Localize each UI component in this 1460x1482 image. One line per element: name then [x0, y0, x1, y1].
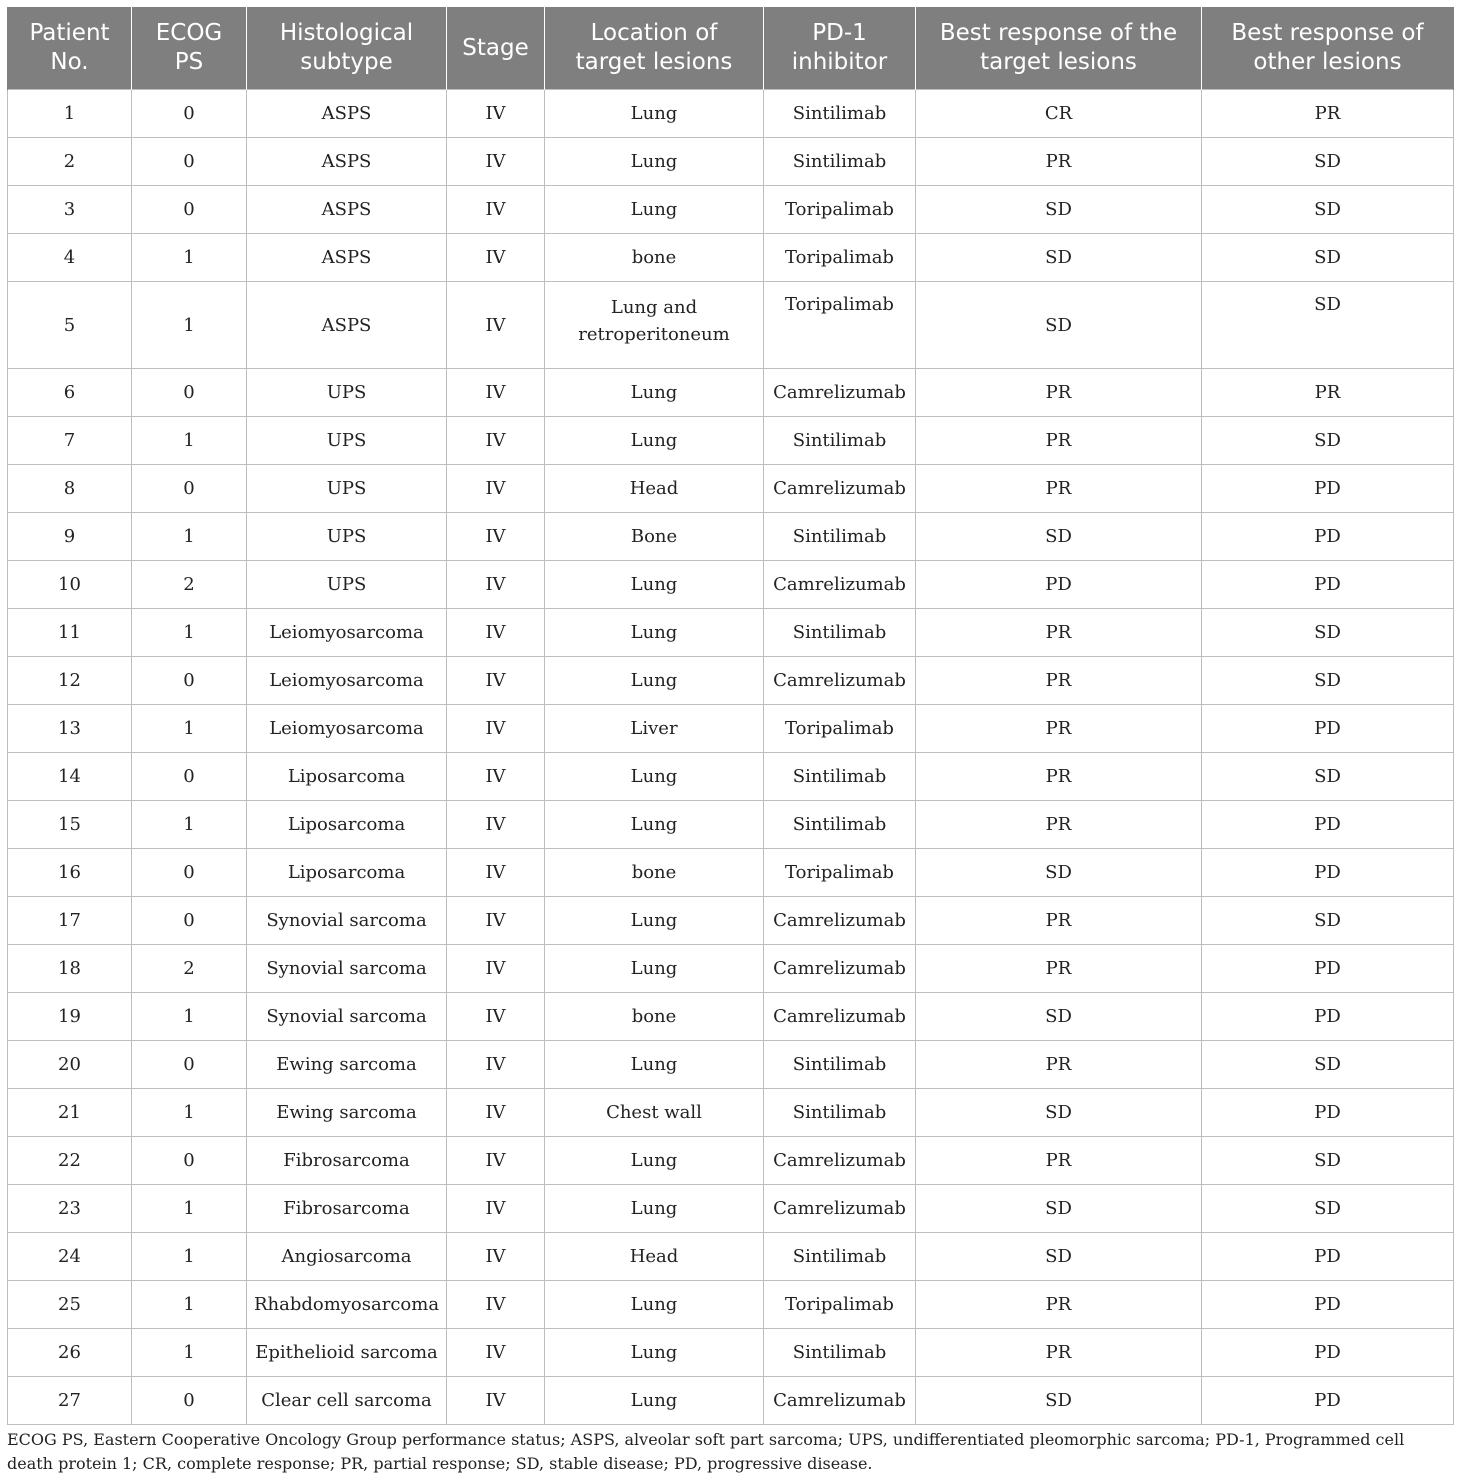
table-cell: PD: [1202, 561, 1454, 609]
table-cell: UPS: [247, 513, 447, 561]
table-cell: Sintilimab: [764, 753, 916, 801]
table-cell: SD: [916, 234, 1202, 282]
column-header-line: Best response of: [1231, 20, 1424, 46]
table-cell: SD: [916, 1089, 1202, 1137]
table-cell: PR: [916, 801, 1202, 849]
table-cell: SD: [916, 1233, 1202, 1281]
table-cell: SD: [1202, 417, 1454, 465]
table-cell: PR: [916, 138, 1202, 186]
table-cell: PD: [1202, 1329, 1454, 1377]
table-cell: SD: [1202, 1137, 1454, 1185]
table-cell: SD: [1202, 282, 1454, 369]
table-cell: Toripalimab: [764, 1281, 916, 1329]
table-footnote: ECOG PS, Eastern Cooperative Oncology Group performance status; ASPS, alveolar soft part sarcoma; UPS, undifferentiated pleomorphic sarcoma; PD-1, Programmed cell death protein 1; CR, complete response; PR, partial response; SD, stable disease; PD, progressive disease.: [7, 1430, 1405, 1473]
table-cell: Sintilimab: [764, 90, 916, 138]
table-cell: SD: [1202, 138, 1454, 186]
table-cell: 15: [8, 801, 132, 849]
table-cell: ASPS: [247, 282, 447, 369]
table-cell: Sintilimab: [764, 1329, 916, 1377]
table-cell: 0: [132, 186, 247, 234]
table-row: [8, 897, 1454, 945]
table-cell: ASPS: [247, 138, 447, 186]
table-cell: IV: [447, 657, 545, 705]
table-cell: 1: [132, 1185, 247, 1233]
table-cell: 1: [132, 282, 247, 369]
table-cell: IV: [447, 186, 545, 234]
table-cell: SD: [1202, 234, 1454, 282]
table-cell: Lung: [545, 609, 764, 657]
table-cell: Lung and retroperitoneum: [545, 282, 764, 369]
table-cell: 1: [132, 1089, 247, 1137]
table-row: [8, 1041, 1454, 1089]
table-cell: bone: [545, 234, 764, 282]
table-cell: 23: [8, 1185, 132, 1233]
column-header: [916, 7, 1202, 90]
table-cell: Camrelizumab: [764, 561, 916, 609]
table-cell: SD: [916, 513, 1202, 561]
table-cell: 1: [132, 1329, 247, 1377]
column-header: [764, 7, 916, 90]
table-cell: IV: [447, 753, 545, 801]
table-cell: Leiomyosarcoma: [247, 657, 447, 705]
table-cell: 0: [132, 1137, 247, 1185]
table-row: [8, 657, 1454, 705]
table-cell: Sintilimab: [764, 609, 916, 657]
table-cell: UPS: [247, 417, 447, 465]
table-cell: Camrelizumab: [764, 465, 916, 513]
table-cell: 1: [132, 1281, 247, 1329]
table-cell: Liver: [545, 705, 764, 753]
table-cell: IV: [447, 705, 545, 753]
table-cell: PD: [1202, 993, 1454, 1041]
table-cell: IV: [447, 609, 545, 657]
table-cell: SD: [916, 282, 1202, 369]
table-cell: 22: [8, 1137, 132, 1185]
column-header-line: No.: [50, 49, 89, 75]
table-row: [8, 186, 1454, 234]
patient-table-container: [7, 7, 1453, 1425]
column-header: [247, 7, 447, 90]
table-body: [8, 90, 1454, 1425]
table-cell: IV: [447, 897, 545, 945]
table-cell: Synovial sarcoma: [247, 945, 447, 993]
table-cell: IV: [447, 513, 545, 561]
table-cell: PD: [1202, 1377, 1454, 1425]
table-row: [8, 1281, 1454, 1329]
table-cell: IV: [447, 465, 545, 513]
table-cell: IV: [447, 1089, 545, 1137]
table-row: [8, 282, 1454, 369]
table-cell: Head: [545, 465, 764, 513]
column-header-line: Histological: [279, 20, 414, 46]
table-cell: SD: [916, 186, 1202, 234]
table-cell: 5: [8, 282, 132, 369]
table-cell: 0: [132, 897, 247, 945]
table-cell: Angiosarcoma: [247, 1233, 447, 1281]
table-cell: IV: [447, 369, 545, 417]
column-header-line: Stage: [462, 34, 529, 61]
table-cell: 20: [8, 1041, 132, 1089]
table-cell: CR: [916, 90, 1202, 138]
table-cell: PR: [916, 1137, 1202, 1185]
table-row: [8, 945, 1454, 993]
table-cell: Toripalimab: [764, 282, 916, 369]
table-cell: UPS: [247, 561, 447, 609]
table-cell: Toripalimab: [764, 705, 916, 753]
column-header: [132, 7, 247, 90]
table-cell: Camrelizumab: [764, 993, 916, 1041]
table-cell: Ewing sarcoma: [247, 1041, 447, 1089]
table-cell: 25: [8, 1281, 132, 1329]
table-cell: SD: [1202, 753, 1454, 801]
table-cell: 21: [8, 1089, 132, 1137]
table-cell: IV: [447, 90, 545, 138]
table-cell: 0: [132, 657, 247, 705]
table-cell: Head: [545, 1233, 764, 1281]
column-header-line: inhibitor: [791, 49, 888, 75]
table-cell: PD: [1202, 465, 1454, 513]
table-cell: 12: [8, 657, 132, 705]
table-cell: PD: [1202, 945, 1454, 993]
table-cell: 0: [132, 369, 247, 417]
table-cell: IV: [447, 1377, 545, 1425]
table-cell: Lung: [545, 1041, 764, 1089]
table-cell: SD: [1202, 609, 1454, 657]
table-row: [8, 1185, 1454, 1233]
table-cell: IV: [447, 1233, 545, 1281]
table-cell: 1: [132, 234, 247, 282]
table-cell: Lung: [545, 753, 764, 801]
table-cell: 0: [132, 90, 247, 138]
table-cell: 2: [8, 138, 132, 186]
table-cell: Lung: [545, 657, 764, 705]
table-cell: 26: [8, 1329, 132, 1377]
table-cell: Sintilimab: [764, 513, 916, 561]
table-cell: Lung: [545, 801, 764, 849]
table-cell: Lung: [545, 1281, 764, 1329]
table-cell: Sintilimab: [764, 417, 916, 465]
table-cell: Leiomyosarcoma: [247, 609, 447, 657]
column-header-line: PS: [174, 49, 204, 75]
table-cell: Fibrosarcoma: [247, 1137, 447, 1185]
table-row: [8, 465, 1454, 513]
table-cell: Clear cell sarcoma: [247, 1377, 447, 1425]
table-cell: 1: [132, 993, 247, 1041]
table-cell: PR: [1202, 369, 1454, 417]
table-cell: PD: [1202, 849, 1454, 897]
column-header-line: PD-1: [812, 20, 867, 46]
table-cell: UPS: [247, 369, 447, 417]
table-cell: Lung: [545, 1377, 764, 1425]
table-cell: Lung: [545, 138, 764, 186]
table-cell: Camrelizumab: [764, 897, 916, 945]
table-cell: 1: [132, 801, 247, 849]
table-cell: PR: [916, 753, 1202, 801]
table-cell: SD: [1202, 186, 1454, 234]
table-cell: Sintilimab: [764, 138, 916, 186]
table-cell: IV: [447, 138, 545, 186]
table-cell: 6: [8, 369, 132, 417]
table-cell: 0: [132, 1377, 247, 1425]
table-cell: Synovial sarcoma: [247, 993, 447, 1041]
column-header: [545, 7, 764, 90]
table-cell: bone: [545, 993, 764, 1041]
table-cell: IV: [447, 993, 545, 1041]
table-cell: PD: [1202, 513, 1454, 561]
table-row: [8, 705, 1454, 753]
column-header: [447, 7, 545, 90]
table-cell: Toripalimab: [764, 849, 916, 897]
table-cell: PR: [916, 1329, 1202, 1377]
table-cell: SD: [916, 849, 1202, 897]
table-cell: 1: [8, 90, 132, 138]
table-cell: ASPS: [247, 186, 447, 234]
table-row: [8, 753, 1454, 801]
table-cell: Bone: [545, 513, 764, 561]
column-header: [1202, 7, 1454, 90]
table-cell: Rhabdomyosarcoma: [247, 1281, 447, 1329]
table-cell: IV: [447, 801, 545, 849]
table-cell: Lung: [545, 90, 764, 138]
table-cell: Liposarcoma: [247, 801, 447, 849]
table-cell: Fibrosarcoma: [247, 1185, 447, 1233]
table-row: [8, 1089, 1454, 1137]
header-row: [8, 7, 1454, 90]
table-cell: Liposarcoma: [247, 753, 447, 801]
table-cell: 24: [8, 1233, 132, 1281]
table-cell: IV: [447, 849, 545, 897]
table-cell: Sintilimab: [764, 1089, 916, 1137]
table-cell: PD: [1202, 1089, 1454, 1137]
table-cell: Lung: [545, 897, 764, 945]
table-cell: SD: [1202, 897, 1454, 945]
table-cell: Toripalimab: [764, 234, 916, 282]
table-cell: IV: [447, 1281, 545, 1329]
table-cell: SD: [1202, 657, 1454, 705]
table-cell: SD: [916, 993, 1202, 1041]
table-cell: 18: [8, 945, 132, 993]
table-cell: PD: [916, 561, 1202, 609]
table-cell: SD: [1202, 1041, 1454, 1089]
table-cell: 3: [8, 186, 132, 234]
table-cell: PR: [916, 657, 1202, 705]
table-row: [8, 801, 1454, 849]
table-row: [8, 234, 1454, 282]
table-cell: Lung: [545, 369, 764, 417]
table-cell: Leiomyosarcoma: [247, 705, 447, 753]
table-cell: IV: [447, 234, 545, 282]
table-cell: PR: [916, 945, 1202, 993]
column-header-line: other lesions: [1253, 49, 1402, 75]
table-cell: IV: [447, 1329, 545, 1377]
table-cell: SD: [1202, 1185, 1454, 1233]
table-cell: IV: [447, 1185, 545, 1233]
table-cell: Chest wall: [545, 1089, 764, 1137]
table-header: [8, 7, 1454, 90]
table-cell: IV: [447, 282, 545, 369]
table-cell: Toripalimab: [764, 186, 916, 234]
table-cell: Liposarcoma: [247, 849, 447, 897]
table-cell: PR: [916, 705, 1202, 753]
table-cell: PR: [1202, 90, 1454, 138]
table-cell: PR: [916, 897, 1202, 945]
table-cell: 16: [8, 849, 132, 897]
table-cell: Synovial sarcoma: [247, 897, 447, 945]
table-row: [8, 513, 1454, 561]
table-cell: 17: [8, 897, 132, 945]
table-cell: UPS: [247, 465, 447, 513]
table-cell: IV: [447, 945, 545, 993]
table-cell: IV: [447, 417, 545, 465]
table-cell: Camrelizumab: [764, 1377, 916, 1425]
table-row: [8, 369, 1454, 417]
table-row: [8, 138, 1454, 186]
table-cell: 2: [132, 561, 247, 609]
column-header-line: Patient: [29, 20, 110, 46]
table-cell: PR: [916, 609, 1202, 657]
table-cell: 11: [8, 609, 132, 657]
table-cell: 10: [8, 561, 132, 609]
table-cell: Lung: [545, 1185, 764, 1233]
table-cell: 13: [8, 705, 132, 753]
table-cell: Epithelioid sarcoma: [247, 1329, 447, 1377]
column-header-line: target lesions: [980, 49, 1137, 75]
table-cell: 2: [132, 945, 247, 993]
table-cell: 9: [8, 513, 132, 561]
patient-characteristics-table: [7, 7, 1454, 1425]
table-cell: bone: [545, 849, 764, 897]
table-cell: SD: [916, 1377, 1202, 1425]
table-cell: 14: [8, 753, 132, 801]
table-cell: 1: [132, 417, 247, 465]
table-cell: Lung: [545, 1137, 764, 1185]
table-cell: 1: [132, 513, 247, 561]
column-header-line: Location of: [590, 20, 718, 46]
table-cell: 8: [8, 465, 132, 513]
table-cell: Lung: [545, 945, 764, 993]
table-cell: ASPS: [247, 90, 447, 138]
table-cell: Camrelizumab: [764, 369, 916, 417]
table-cell: 1: [132, 705, 247, 753]
table-cell: 0: [132, 753, 247, 801]
table-cell: Lung: [545, 186, 764, 234]
column-header: [8, 7, 132, 90]
table-cell: 19: [8, 993, 132, 1041]
table-cell: Camrelizumab: [764, 657, 916, 705]
table-cell: IV: [447, 1041, 545, 1089]
table-cell: 0: [132, 138, 247, 186]
table-cell: Lung: [545, 417, 764, 465]
table-cell: 7: [8, 417, 132, 465]
table-cell: IV: [447, 1137, 545, 1185]
table-cell: Sintilimab: [764, 801, 916, 849]
table-cell: 0: [132, 1041, 247, 1089]
table-cell: Camrelizumab: [764, 945, 916, 993]
table-row: [8, 1233, 1454, 1281]
table-row: [8, 609, 1454, 657]
table-cell: PD: [1202, 1233, 1454, 1281]
table-row: [8, 561, 1454, 609]
table-cell: IV: [447, 561, 545, 609]
table-cell: Camrelizumab: [764, 1137, 916, 1185]
table-row: [8, 849, 1454, 897]
column-header-line: Best response of the: [939, 20, 1178, 46]
table-cell: PD: [1202, 801, 1454, 849]
table-cell: Sintilimab: [764, 1233, 916, 1281]
table-cell: PR: [916, 1041, 1202, 1089]
table-cell: Ewing sarcoma: [247, 1089, 447, 1137]
table-row: [8, 993, 1454, 1041]
column-header-line: ECOG: [155, 20, 223, 46]
table-row: [8, 90, 1454, 138]
table-cell: 1: [132, 609, 247, 657]
table-cell: 1: [132, 1233, 247, 1281]
table-row: [8, 1137, 1454, 1185]
table-cell: Camrelizumab: [764, 1185, 916, 1233]
table-row: [8, 1329, 1454, 1377]
table-row: [8, 417, 1454, 465]
table-cell: 0: [132, 465, 247, 513]
table-cell: PR: [916, 465, 1202, 513]
table-cell: Lung: [545, 561, 764, 609]
table-cell: PR: [916, 369, 1202, 417]
table-cell: Sintilimab: [764, 1041, 916, 1089]
table-cell: PD: [1202, 705, 1454, 753]
table-cell: SD: [916, 1185, 1202, 1233]
table-cell: PR: [916, 1281, 1202, 1329]
column-header-line: target lesions: [575, 49, 733, 75]
table-cell: 4: [8, 234, 132, 282]
table-cell: PR: [916, 417, 1202, 465]
column-header-line: subtype: [300, 49, 393, 75]
table-cell: PD: [1202, 1281, 1454, 1329]
table-cell: 0: [132, 849, 247, 897]
table-cell: ASPS: [247, 234, 447, 282]
table-row: [8, 1377, 1454, 1425]
table-cell: 27: [8, 1377, 132, 1425]
table-cell: Lung: [545, 1329, 764, 1377]
